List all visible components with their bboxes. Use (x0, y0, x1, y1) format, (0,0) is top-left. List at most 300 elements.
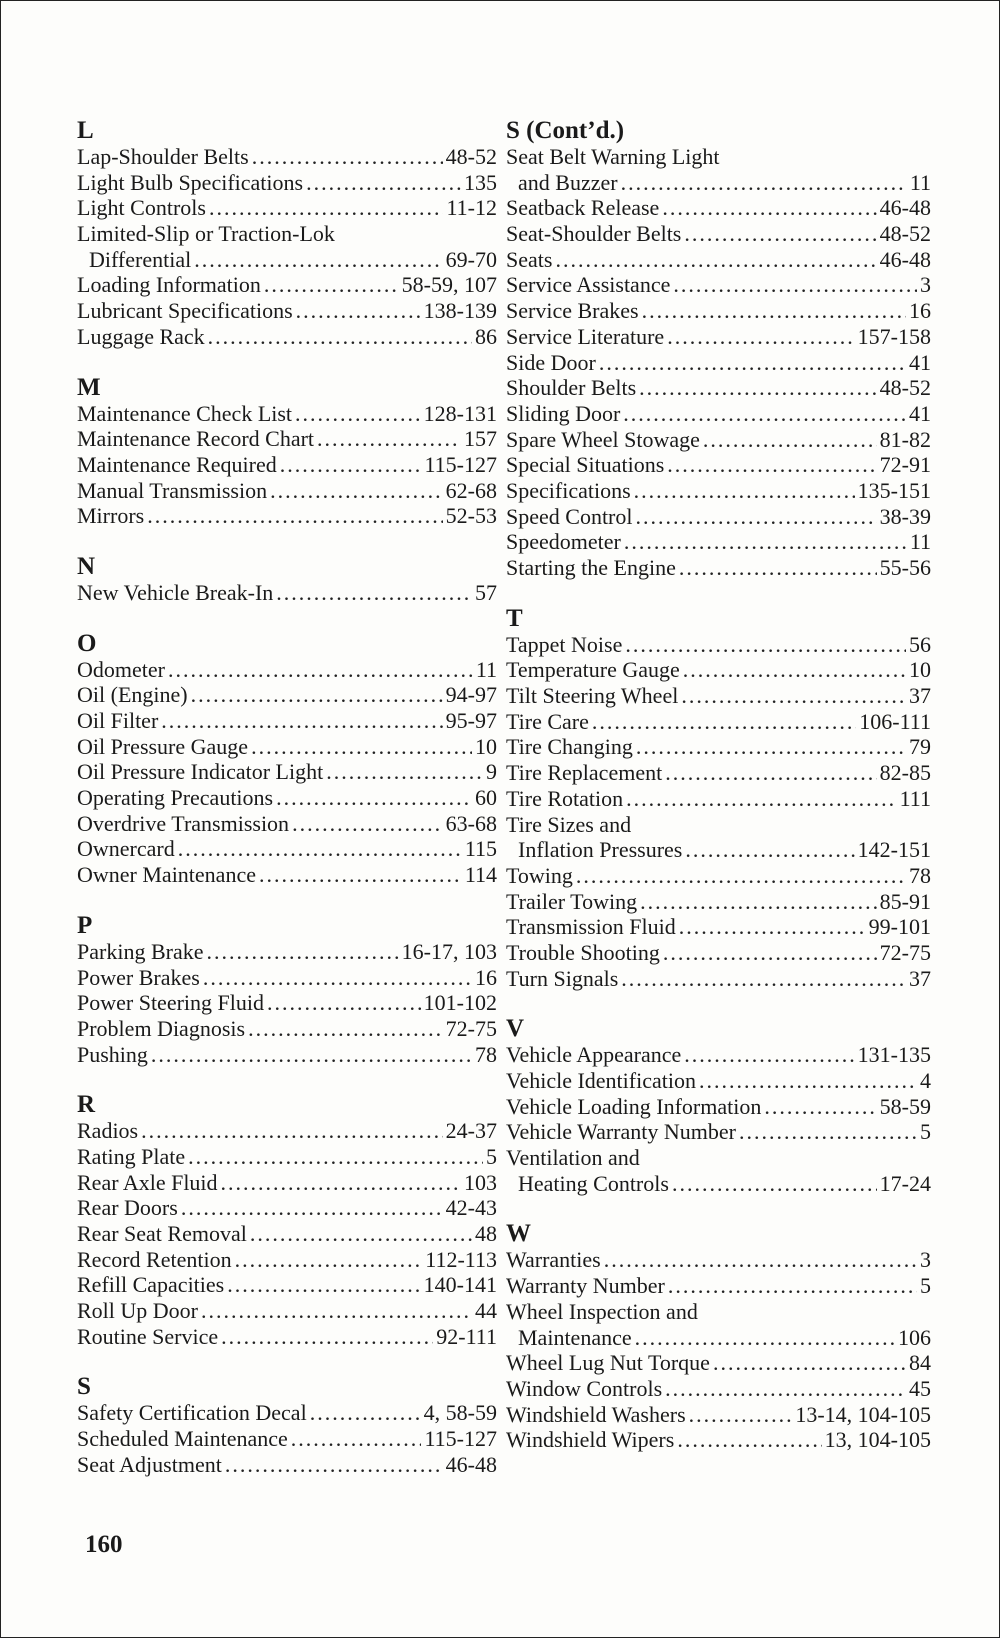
entry-label: Heating Controls (518, 1170, 669, 1196)
index-entry (506, 837, 931, 863)
index-entry (77, 708, 497, 734)
entry-pages: 157-158 (857, 323, 931, 349)
index-entry (77, 965, 497, 991)
entry-label: Problem Diagnosis (77, 1015, 246, 1041)
index-entry (77, 478, 497, 504)
dot-leader (250, 1221, 472, 1247)
index-section (506, 1220, 931, 1453)
entry-label: Side Door (506, 349, 596, 375)
entry-pages: 140-141 (423, 1272, 497, 1298)
entry-pages: 48-52 (879, 375, 931, 401)
dot-leader (259, 862, 462, 888)
entry-pages: 9 (486, 759, 497, 785)
entry-pages: 72-91 (879, 452, 931, 478)
entry-label: Luggage Rack (77, 323, 205, 349)
entry-label: Operating Precautions (77, 785, 274, 811)
dot-leader (636, 504, 877, 530)
dot-leader (276, 785, 472, 811)
dot-leader (276, 580, 472, 606)
dot-leader (639, 375, 877, 401)
index-entry (77, 426, 497, 452)
dot-leader (684, 221, 876, 247)
dot-leader (251, 734, 472, 760)
section-letter: M (77, 373, 101, 401)
index-entry (77, 503, 497, 529)
index-entry (506, 272, 931, 298)
index-entry (77, 862, 497, 888)
entry-label: Sliding Door (506, 400, 621, 426)
entry-pages: 95-97 (445, 708, 497, 733)
dot-leader (764, 1094, 876, 1120)
dot-leader (267, 990, 421, 1016)
index-entry (77, 324, 497, 350)
index-entry (506, 1376, 931, 1402)
index-section (506, 605, 931, 992)
index-entry (77, 734, 497, 760)
index-entry (506, 144, 931, 170)
entry-label: Odometer (77, 656, 165, 682)
dot-leader (621, 966, 906, 992)
index-entry (77, 272, 497, 298)
entry-label: Loading Information (77, 272, 261, 298)
dot-leader (679, 555, 877, 581)
index-entry (77, 1118, 497, 1144)
index-section (77, 630, 497, 888)
entry-pages: 48 (475, 1221, 497, 1246)
index-entry (506, 1350, 931, 1376)
index-entry (77, 1221, 497, 1247)
section-letter: N (77, 552, 96, 580)
dot-leader (689, 1402, 793, 1428)
entry-pages: 84 (909, 1350, 931, 1376)
index-entry (506, 221, 931, 247)
index-entry (77, 785, 497, 811)
entry-label: Rear Doors (77, 1195, 178, 1221)
entry-pages: 115-127 (424, 1426, 497, 1452)
section-letter: T (506, 604, 523, 632)
section-letter: O (77, 629, 97, 657)
index-entry (506, 1094, 931, 1120)
dot-leader (188, 1144, 483, 1170)
index-entry (506, 555, 931, 581)
entry-label: Speed Control (506, 503, 633, 529)
index-entry (506, 375, 931, 401)
index-entry (506, 324, 931, 350)
entry-pages: 58-59 (879, 1093, 931, 1119)
dot-leader (295, 401, 421, 427)
index-entry (506, 786, 931, 812)
index-entry (506, 478, 931, 504)
entry-label: Service Brakes (506, 298, 639, 324)
entry-label: Overdrive Transmission (77, 810, 290, 836)
entry-label: Special Situations (506, 452, 665, 478)
dot-leader (662, 195, 876, 221)
entry-label: Seats (506, 246, 553, 272)
section-letter: S (77, 1373, 91, 1401)
entry-pages: 63-68 (445, 810, 497, 836)
entry-pages: 45 (909, 1375, 931, 1401)
dot-leader (306, 170, 461, 196)
dot-leader (141, 1118, 443, 1144)
dot-leader (252, 144, 443, 170)
entry-pages: 62-68 (445, 477, 497, 503)
entry-pages: 58-59, 107 (401, 272, 497, 298)
dot-leader (248, 1016, 443, 1042)
section-letter: V (506, 1015, 525, 1043)
index-entry (77, 1195, 497, 1221)
entry-pages: 5 (486, 1143, 497, 1169)
entry-label: Speedometer (506, 529, 621, 555)
index-entry (506, 889, 931, 915)
index-entry (77, 1324, 497, 1350)
index-entry (77, 1144, 497, 1170)
entry-pages: 11 (475, 656, 497, 682)
entry-label: Tappet Noise (506, 631, 623, 657)
index-entry (506, 504, 931, 530)
entry-pages: 4 (920, 1068, 931, 1093)
entry-label: Transmission Fluid (506, 914, 676, 940)
dot-leader (625, 632, 906, 658)
index-entry (77, 811, 497, 837)
entry-label: Maintenance (518, 1324, 632, 1350)
dot-leader (679, 914, 866, 940)
entry-pages: 60 (475, 785, 497, 811)
entry-label: Seatback Release (506, 195, 660, 221)
index-entry (506, 1145, 931, 1171)
dot-leader (623, 401, 906, 427)
index-entry (506, 1325, 931, 1351)
dot-leader (677, 1427, 821, 1453)
entry-pages: 112-113 (425, 1246, 497, 1272)
index-entry (506, 709, 931, 735)
entry-pages: 3 (920, 1247, 931, 1273)
entry-label: Tilt Steering Wheel (506, 683, 679, 709)
index-entry (77, 682, 497, 708)
index-section (77, 553, 497, 606)
entry-pages: 46-48 (445, 1451, 497, 1477)
index-entry (506, 914, 931, 940)
entry-pages: 16 (909, 298, 931, 324)
index-column-right (506, 117, 931, 1477)
dot-leader (203, 965, 472, 991)
index-entry (506, 760, 931, 786)
entry-label: Record Retention (77, 1246, 232, 1272)
entry-pages: 48-52 (879, 221, 931, 247)
dot-leader (181, 1195, 443, 1221)
dot-leader (634, 478, 855, 504)
entry-label: Windshield Washers (506, 1401, 686, 1427)
dot-leader (685, 837, 854, 863)
section-letter: L (77, 117, 94, 144)
index-entry (506, 1068, 931, 1094)
entry-label: Tire Rotation (506, 785, 624, 811)
index-entry (77, 1042, 497, 1068)
dot-leader (604, 1247, 917, 1273)
index-entry (506, 1247, 931, 1273)
index-section (77, 1091, 497, 1349)
entry-pages: 82-85 (879, 760, 931, 786)
dot-leader (178, 836, 462, 862)
entry-label: Light Bulb Specifications (77, 169, 304, 195)
dot-leader (635, 1325, 895, 1351)
dot-leader (206, 939, 398, 965)
entry-pages: 106-111 (859, 708, 931, 734)
dot-leader (636, 734, 906, 760)
dot-leader (270, 478, 443, 504)
entry-label: Service Assistance (506, 272, 671, 298)
index-entry (506, 1042, 931, 1068)
entry-pages: 86 (475, 323, 497, 349)
entry-pages: 10 (475, 733, 497, 759)
dot-leader (624, 529, 907, 555)
entry-pages: 135 (464, 169, 497, 195)
dot-leader (663, 940, 877, 966)
index-entry (77, 170, 497, 196)
entry-label: Safety Certification Decal (77, 1400, 307, 1426)
dot-leader (668, 1273, 917, 1299)
entry-pages: 135-151 (857, 477, 931, 503)
dot-leader (227, 1272, 420, 1298)
entry-pages: 94-97 (445, 682, 497, 708)
entry-pages: 17-24 (879, 1170, 931, 1196)
index-section (77, 374, 497, 529)
entry-pages: 11-12 (446, 195, 497, 221)
section-letter: P (77, 911, 93, 939)
entry-pages: 78 (475, 1041, 497, 1067)
index-entry (506, 940, 931, 966)
entry-label: Vehicle Identification (506, 1068, 696, 1093)
entry-label: and Buzzer (518, 169, 618, 195)
index-entry (77, 1400, 497, 1426)
dot-leader (665, 1376, 906, 1402)
dot-leader (672, 1171, 877, 1197)
index-entry (506, 195, 931, 221)
entry-pages: 99-101 (868, 914, 931, 940)
entry-pages: 114 (464, 862, 497, 888)
dot-leader (235, 1247, 423, 1273)
index-entry (506, 734, 931, 760)
entry-pages: 131-135 (857, 1042, 931, 1068)
index-entry (77, 990, 497, 1016)
entry-pages: 57 (475, 579, 497, 605)
dot-leader (673, 272, 917, 298)
entry-pages: 85-91 (879, 888, 931, 914)
index-section (506, 117, 931, 581)
entry-pages: 111 (899, 785, 931, 811)
dot-leader (713, 1350, 906, 1376)
entry-label: Owner Maintenance (77, 862, 256, 888)
dot-leader (221, 1324, 433, 1350)
index-section (77, 117, 497, 350)
entry-pages: 48-52 (445, 144, 497, 169)
section-letter: W (506, 1220, 531, 1248)
entry-label: Differential (89, 246, 192, 272)
dot-leader (599, 350, 906, 376)
index-entry (506, 350, 931, 376)
entry-pages: 46-48 (879, 195, 931, 221)
dot-leader (683, 657, 906, 683)
entry-pages: 46-48 (879, 246, 931, 272)
entry-pages: 101-102 (423, 990, 497, 1016)
entry-label: Warranties (506, 1247, 601, 1273)
entry-label: Seat Adjustment (77, 1451, 222, 1477)
index-entry (77, 452, 497, 478)
entry-label: Manual Transmission (77, 477, 268, 503)
entry-label: Window Controls (506, 1375, 663, 1401)
index-entry (77, 580, 497, 606)
entry-label: Tire Replacement (506, 760, 663, 786)
dot-leader (699, 1068, 917, 1094)
entry-pages: 13-14, 104-105 (795, 1401, 931, 1427)
index-entry (506, 632, 931, 658)
dot-leader (221, 1170, 461, 1196)
dot-leader (310, 1400, 421, 1426)
entry-pages: 52-53 (445, 503, 497, 529)
dot-leader (147, 503, 442, 529)
dot-leader (667, 324, 854, 350)
index-entry (77, 1298, 497, 1324)
entry-label: Tire Changing (506, 734, 633, 760)
entry-label: Specifications (506, 477, 631, 503)
entry-label: Tire Sizes and (506, 811, 632, 837)
dot-leader (317, 426, 461, 452)
index-entry (506, 863, 931, 889)
entry-label: Ventilation and (506, 1145, 640, 1171)
entry-label: Refill Capacities (77, 1272, 225, 1298)
dot-leader (168, 657, 473, 683)
entry-label: Parking Brake (77, 938, 204, 964)
dot-leader (681, 683, 906, 709)
entry-pages: 5 (920, 1119, 931, 1145)
dot-leader (592, 709, 856, 735)
entry-label: Oil Filter (77, 708, 159, 733)
dot-leader (264, 272, 399, 298)
entry-pages: 115-127 (424, 451, 497, 477)
index-entry (77, 1452, 497, 1478)
entry-label: Maintenance Check List (77, 400, 293, 426)
index-section (77, 912, 497, 1067)
entry-label: Oil Pressure Indicator Light (77, 759, 324, 785)
entry-pages: 11 (909, 169, 931, 195)
index-entry (506, 170, 931, 196)
entry-pages: 79 (909, 734, 931, 760)
entry-label: Power Steering Fluid (77, 990, 264, 1016)
entry-pages: 72-75 (879, 939, 931, 965)
entry-pages: 157 (464, 426, 497, 452)
entry-pages: 81-82 (879, 426, 931, 452)
page-number: 160 (85, 1531, 123, 1558)
entry-label: Warranty Number (506, 1273, 665, 1299)
entry-pages: 142-151 (857, 837, 931, 863)
entry-label: Vehicle Warranty Number (506, 1119, 736, 1145)
entry-pages: 138-139 (423, 298, 497, 324)
dot-leader (739, 1119, 917, 1145)
entry-label: Shoulder Belts (506, 375, 637, 401)
entry-label: Light Controls (77, 195, 206, 221)
index-entry (506, 812, 931, 838)
dot-leader (280, 452, 422, 478)
entry-label: Power Brakes (77, 964, 200, 990)
index-entry (506, 1299, 931, 1325)
index-entry (77, 1170, 497, 1196)
dot-leader (225, 1452, 443, 1478)
index-entry (506, 427, 931, 453)
entry-pages: 4, 58-59 (423, 1400, 497, 1426)
index-entry (77, 401, 497, 427)
entry-label: Routine Service (77, 1323, 219, 1349)
index-entry (77, 657, 497, 683)
entry-pages: 72-75 (445, 1015, 497, 1041)
entry-label: Lap-Shoulder Belts (77, 144, 249, 169)
entry-label: Wheel Lug Nut Torque (506, 1350, 710, 1376)
entry-pages: 115 (464, 836, 497, 862)
entry-pages: 41 (909, 400, 931, 426)
index-entry (506, 1119, 931, 1145)
entry-pages: 106 (898, 1324, 931, 1350)
entry-label: Vehicle Appearance (506, 1042, 682, 1068)
index-entry (77, 759, 497, 785)
dot-leader (621, 170, 907, 196)
entry-label: Maintenance Required (77, 451, 277, 477)
entry-label: Spare Wheel Stowage (506, 426, 700, 452)
entry-label: Starting the Engine (506, 555, 676, 580)
dot-leader (194, 247, 442, 273)
entry-pages: 55-56 (879, 555, 931, 580)
entry-pages: 56 (909, 631, 931, 657)
entry-label: Trailer Towing (506, 888, 638, 914)
entry-label: Towing (506, 862, 573, 888)
entry-pages: 38-39 (879, 503, 931, 529)
entry-label: Rating Plate (77, 1143, 186, 1169)
index-entry (506, 683, 931, 709)
index-column-left (77, 117, 497, 1502)
entry-label: Rear Seat Removal (77, 1221, 247, 1246)
dot-leader (209, 195, 444, 221)
entry-pages: 10 (909, 657, 931, 683)
dot-leader (191, 682, 443, 708)
entry-pages: 92-111 (436, 1323, 497, 1349)
entry-pages: 11 (909, 529, 931, 555)
index-entry (506, 966, 931, 992)
dot-leader (626, 786, 896, 812)
entry-pages: 41 (909, 349, 931, 375)
entry-pages: 42-43 (445, 1195, 497, 1221)
entry-label: Oil Pressure Gauge (77, 733, 249, 759)
dot-leader (703, 427, 877, 453)
index-entry (77, 298, 497, 324)
entry-label: Roll Up Door (77, 1298, 198, 1324)
dot-leader (326, 759, 483, 785)
index-entry (506, 1427, 931, 1453)
entry-label: Turn Signals (506, 965, 619, 991)
index-entry (506, 1402, 931, 1428)
entry-label: Vehicle Loading Information (506, 1093, 762, 1119)
entry-label: Windshield Wipers (506, 1427, 675, 1453)
entry-pages: 78 (909, 862, 931, 888)
entry-pages: 44 (475, 1298, 497, 1324)
index-section (77, 1373, 497, 1477)
entry-label: Tire Care (506, 708, 589, 734)
dot-leader (161, 708, 442, 734)
entry-pages: 69-70 (445, 246, 497, 272)
dot-leader (576, 863, 906, 889)
entry-pages: 16-17, 103 (401, 938, 497, 964)
entry-label: Inflation Pressures (518, 837, 683, 863)
dot-leader (642, 298, 906, 324)
dot-leader (555, 247, 876, 273)
dot-leader (151, 1042, 472, 1068)
index-entry (77, 1426, 497, 1452)
